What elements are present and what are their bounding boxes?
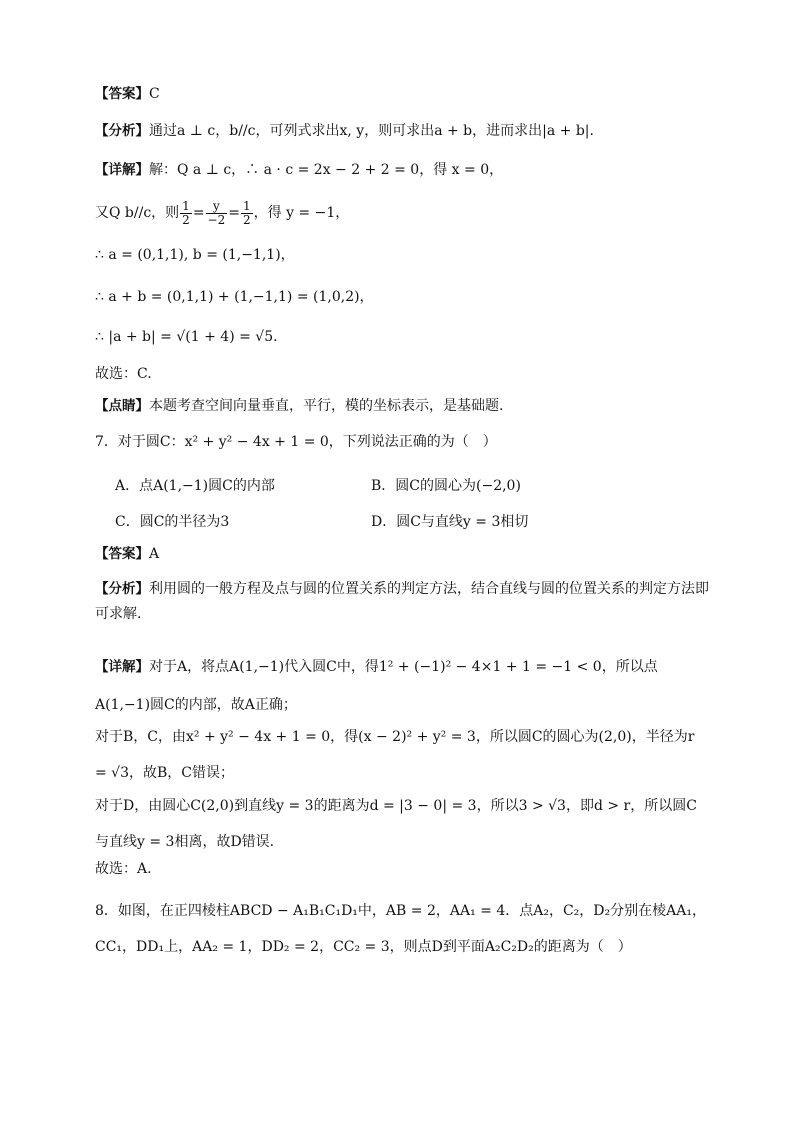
question-stem: 7．对于圆C：x² + y² − 4x + 1 = 0，下列说法正确的为（ ）: [95, 434, 497, 450]
option-text: B．圆C的圆心为(−2,0): [371, 478, 521, 494]
option-text: D．圆C与直线y = 3相切: [371, 514, 529, 530]
denominator: 2: [242, 212, 251, 227]
answer-value: C: [149, 86, 160, 102]
option-text: A．点A(1,−1)圆C的内部: [115, 478, 275, 494]
q7-stem: [95, 432, 710, 452]
q6-answer-line: [95, 84, 710, 104]
q7-option-a: [115, 476, 275, 496]
numerator: 1: [182, 198, 190, 213]
detail-tag: 【详解】: [95, 659, 149, 675]
q6-detail-line-5: [95, 327, 710, 347]
question-stem: 8．如图，在正四棱柱ABCD − A₁B₁C₁D₁中，AB = 2，AA₁ = 4．点A₂，C₂，D₂分别在棱AA₁，CC₁，DD₁上，AA₂ = 1，DD₂ = 2，CC₂ = 3，则点D到平面A₂C₂D₂的距离为（ ）: [95, 903, 706, 955]
detail-text: ∴ |a + b| = √(1 + 4) = √5.: [95, 329, 278, 345]
denominator: −2: [207, 212, 226, 227]
option-text: C．圆C的半径为3: [115, 514, 230, 530]
q7-option-c: [115, 512, 229, 532]
comment-text: 本题考查空间向量垂直，平行，模的坐标表示，是基础题.: [149, 398, 504, 414]
answer-tag: 【答案】: [95, 546, 149, 562]
q7-detail-p3: [95, 788, 710, 860]
fraction: [241, 200, 253, 227]
q7-analysis: [95, 577, 710, 627]
q6-detail-line-2: 又Q b//c，则 $\frac{1}{2}$ = $\frac{y}{-2}$ = $\frac{1}{2}$ ，得 y = −1，: [95, 198, 350, 227]
analysis-text: 利用圆的一般方程及点与圆的位置关系的判定方法，结合直线与圆的位置关系的判定方法即可求解.: [95, 581, 709, 622]
detail-text: 解：Q a ⊥ c，∴ a · c = 2x − 2 + 2 = 0，得 x = 0，: [149, 162, 504, 178]
analysis-tag: 【分析】: [95, 123, 149, 139]
detail-text: 对于D，由圆心C(2,0)到直线y = 3的距离为d = |3 − 0| = 3，所以3 > √3，即d > r，所以圆C与直线y = 3相离，故D错误.: [95, 798, 697, 850]
detail-text: ∴ a + b = (0,1,1) + (1,−1,1) = (1,0,2)，: [95, 289, 374, 305]
analysis-tag: 【分析】: [95, 581, 149, 597]
detail-text: 对于A，将点A(1,−1)代入圆C中，得1² + (−1)² − 4×1 + 1 = −1 < 0，所以点A(1,−1)圆C的内部，故A正确；: [95, 659, 658, 713]
analysis-text: 通过a ⊥ c，b//c，可列式求出x, y，则可求出a + b，进而求出|a + b|.: [149, 123, 594, 139]
q7-answer-line: [95, 544, 710, 564]
detail-tag: 【详解】: [95, 162, 149, 178]
answer-value: A: [149, 546, 160, 562]
q7-detail-p2: [95, 719, 710, 791]
denominator: 2: [182, 212, 190, 227]
detail-text: 又Q b//c，则: [95, 205, 180, 221]
choose-text: 故选：A.: [95, 861, 152, 877]
q7-choose-line: [95, 859, 710, 879]
numerator: y: [206, 200, 228, 214]
numerator: 1: [242, 198, 251, 213]
detail-text: ∴ a = (0,1,1), b = (1,−1,1)，: [95, 247, 295, 263]
q6-comment-line: [95, 396, 710, 416]
fraction: [180, 200, 192, 227]
q6-detail-line-4: [95, 287, 710, 307]
q6-analysis-line: [95, 121, 710, 141]
q6-choose-line: [95, 364, 710, 384]
q8-stem: [95, 893, 710, 965]
fraction: [206, 200, 228, 227]
detail-text: 对于B，C，由x² + y² − 4x + 1 = 0，得(x − 2)² + y² = 3，所以圆C的圆心为(2,0)，半径为r = √3，故B，C错误；: [95, 729, 695, 781]
comment-tag: 【点睛】: [95, 398, 149, 414]
answer-tag: 【答案】: [95, 86, 149, 102]
q6-detail-line-1: [95, 160, 710, 180]
q7-option-b: [371, 476, 521, 496]
q7-option-d: [371, 512, 528, 532]
q7-detail-p1: [95, 648, 710, 724]
detail-text: ，得 y = −1，: [253, 205, 350, 221]
choose-text: 故选：C.: [95, 366, 152, 382]
q6-detail-line-3: [95, 245, 710, 265]
